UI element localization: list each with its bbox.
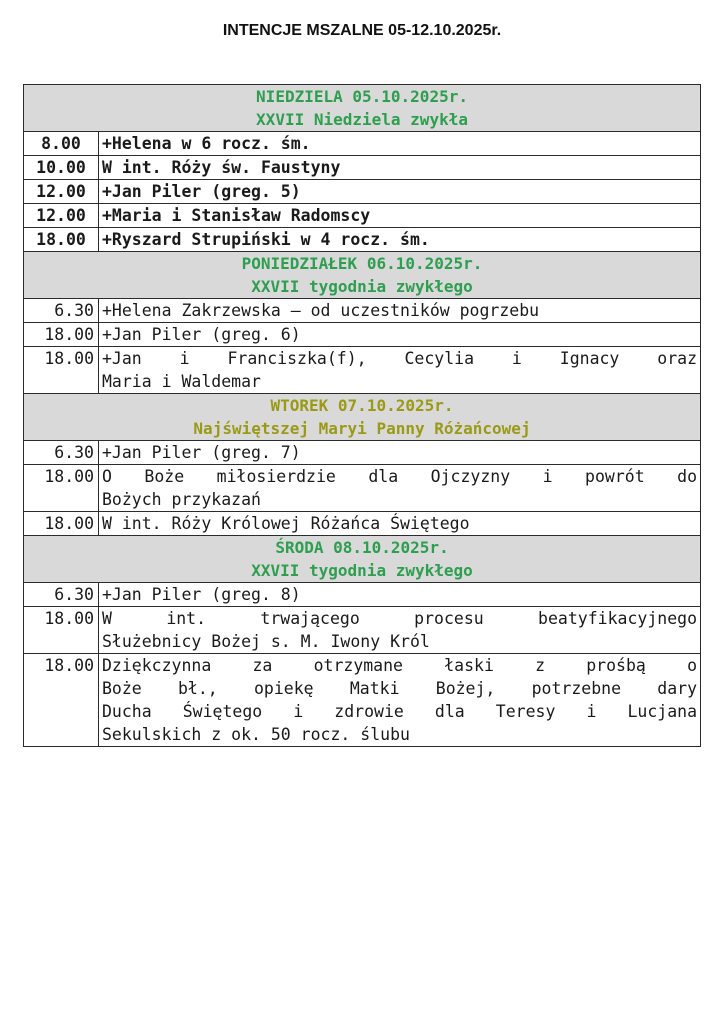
table-row (24, 583, 701, 607)
mass-time: 12.00 (24, 180, 99, 204)
day-header-wednesday (24, 536, 701, 583)
mass-intention: +Ryszard Strupiński w 4 rocz. śm. (99, 228, 701, 252)
day-header-tuesday (24, 394, 701, 441)
table-row (24, 228, 701, 252)
day-header-sunday (24, 85, 701, 132)
mass-time: 6.30 (24, 583, 99, 607)
table-row (24, 441, 701, 465)
mass-time: 18.00 (24, 465, 99, 512)
table-row (24, 607, 701, 654)
mass-time: 18.00 (24, 654, 99, 747)
page-title: INTENCJE MSZALNE 05-12.10.2025r. (222, 22, 502, 39)
mass-intention: Dziękczynna za otrzymane łaski z prośbą o Boże bł., opiekę Matki Bożej, potrzebne dary Ducha Świętego i zdrowie dla Teresy i Lucjana Sekulskich z ok. 50 rocz. ślubu (99, 654, 701, 747)
mass-time: 10.00 (24, 156, 99, 180)
mass-intention: W int. Róży św. Faustyny (99, 156, 701, 180)
mass-time: 18.00 (24, 347, 99, 394)
table-row (24, 299, 701, 323)
day-date: ŚRODA 08.10.2025r. (275, 538, 449, 557)
mass-time: 6.30 (24, 441, 99, 465)
table-row (24, 180, 701, 204)
mass-intention: +Jan Piler (greg. 7) (99, 441, 701, 465)
day-header-monday (24, 252, 701, 299)
day-liturgy: XXVII Niedziela zwykła (256, 110, 468, 129)
mass-time: 18.00 (24, 228, 99, 252)
table-row (24, 132, 701, 156)
table-row (24, 512, 701, 536)
mass-intention: +Jan Piler (greg. 8) (99, 583, 701, 607)
day-date: NIEDZIELA 05.10.2025r. (256, 87, 468, 106)
mass-time: 12.00 (24, 204, 99, 228)
mass-intention: +Helena Zakrzewska – od uczestników pogrzebu (99, 299, 701, 323)
mass-intention: W int. trwającego procesu beatyfikacyjnego Służebnicy Bożej s. M. Iwony Król (99, 607, 701, 654)
mass-intention: +Jan i Franciszka(f), Cecylia i Ignacy oraz Maria i Waldemar (99, 347, 701, 394)
mass-intention: +Maria i Stanisław Radomscy (99, 204, 701, 228)
mass-time: 18.00 (24, 323, 99, 347)
mass-intention: +Helena w 6 rocz. śm. (99, 132, 701, 156)
mass-intentions-table (23, 84, 701, 747)
table-row (24, 323, 701, 347)
mass-intention: O Boże miłosierdzie dla Ojczyzny i powrót do Bożych przykazań (99, 465, 701, 512)
table-row (24, 465, 701, 512)
day-date: PONIEDZIAŁEK 06.10.2025r. (241, 254, 483, 273)
day-liturgy: Najświętszej Maryi Panny Różańcowej (193, 419, 531, 438)
table-row (24, 156, 701, 180)
mass-time: 6.30 (24, 299, 99, 323)
table-row (24, 204, 701, 228)
table-row (24, 347, 701, 394)
mass-time: 8.00 (24, 132, 99, 156)
table-row (24, 654, 701, 747)
day-date: WTOREK 07.10.2025r. (270, 396, 454, 415)
mass-intention: +Jan Piler (greg. 5) (99, 180, 701, 204)
day-liturgy: XXVII tygodnia zwykłego (251, 561, 473, 580)
mass-time: 18.00 (24, 512, 99, 536)
day-liturgy: XXVII tygodnia zwykłego (251, 277, 473, 296)
mass-time: 18.00 (24, 607, 99, 654)
mass-intention: W int. Róży Królowej Różańca Świętego (99, 512, 701, 536)
mass-intention: +Jan Piler (greg. 6) (99, 323, 701, 347)
